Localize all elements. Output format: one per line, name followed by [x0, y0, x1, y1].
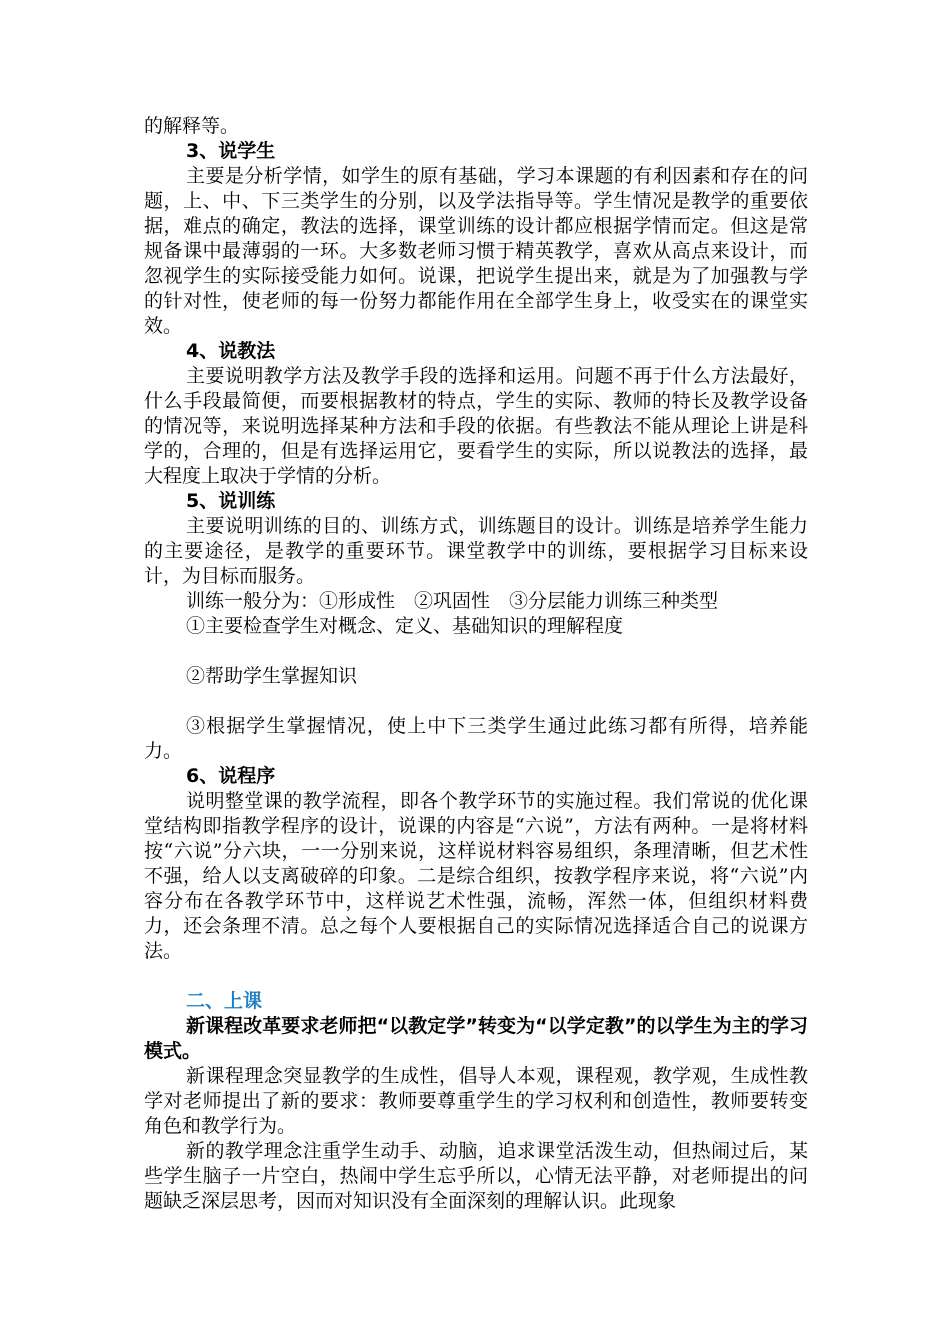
spacer — [144, 964, 808, 989]
paragraph-new-curriculum: 新课程理念突显教学的生成性，倡导人本观，课程观，教学观，生成性教学对老师提出了新的要求：教师要尊重学生的学习权利和创造性，教师要转变角色和教学行为。 — [144, 1065, 808, 1137]
paragraph-bold-reform: 新课程改革要求老师把“以教定学”转变为“以学定教”的以学生为主的学习模式。 — [144, 1015, 808, 1062]
paragraph-continuation: 的解释等。 — [144, 115, 240, 137]
paragraph-training-type-3: ③根据学生掌握情况，使上中下三类学生通过此练习都有所得，培养能力。 — [144, 715, 808, 762]
spacer — [144, 639, 808, 664]
paragraph-training-types: 训练一般分为：①形成性 ②巩固性 ③分层能力训练三种类型 — [186, 590, 719, 612]
paragraph-teaching-method: 主要说明教学方法及教学手段的选择和运用。问题不再于什么方法最好，什么手段最简便，而要根据教材的特点，学生的实际、教师的特长及教学设备的情况等，来说明选择某种方法和手段的依据。有些教法不能从理论上讲是科学的，合理的，但是有选择运用它，要看学生的实际，所以说教法的选择，最大程度上取决于学情的分析。 — [144, 365, 808, 487]
paragraph-training: 主要说明训练的目的、训练方式，训练题目的设计。训练是培养学生能力的主要途径，是教学的重要环节。课堂教学中的训练，要根据学习目标来设计，为目标而服务。 — [144, 515, 808, 587]
paragraph-procedure: 说明整堂课的教学流程，即各个教学环节的实施过程。我们常说的优化课堂结构即指教学程序的设计，说课的内容是“六说”，方法有两种。一是将材料按“六说”分六块，一一分别来说，这样说材料容易组织，条理清晰，但艺术性不强，给人以支离破碎的印象。二是综合组织，按教学程序来说，将“六说”内容分布在各教学环节中，这样说艺术性强，流畅，浑然一体，但组织材料费力，还会条理不清。总之每个人要根据自己的实际情况选择适合自己的说课方法。 — [144, 790, 808, 962]
spacer — [144, 689, 808, 714]
paragraph-training-type-2: ②帮助学生掌握知识 — [186, 665, 358, 687]
heading-students: 3、说学生 — [186, 140, 276, 162]
heading-training: 5、说训练 — [186, 490, 276, 512]
document-body — [144, 114, 808, 1214]
paragraph-training-type-1: ①主要检查学生对概念、定义、基础知识的理解程度 — [186, 615, 624, 637]
paragraph-new-teaching-concept: 新的教学理念注重学生动手、动脑，追求课堂活泼生动，但热闹过后，某些学生脑子一片空白，热闹中学生忘乎所以，心情无法平静，对老师提出的问题缺乏深层思考，因而对知识没有全面深刻的理解认识。此现象 — [144, 1140, 808, 1212]
heading-teaching-method: 4、说教法 — [186, 340, 276, 362]
heading-procedure: 6、说程序 — [186, 765, 276, 787]
paragraph-students: 主要是分析学情，如学生的原有基础，学习本课题的有利因素和存在的问题，上、中、下三类学生的分别，以及学法指导等。学生情况是教学的重要依据，难点的确定，教法的选择，课堂训练的设计都应根据学情而定。但这是常规备课中最薄弱的一环。大多数老师习惯于精英教学，喜欢从高点来设计，而忽视学生的实际接受能力如何。说课，把说学生提出来，就是为了加强教与学的针对性，使老师的每一份努力都能作用在全部学生身上，收受实在的课堂实效。 — [144, 165, 808, 337]
section-title-class: 二、上课 — [186, 990, 263, 1012]
